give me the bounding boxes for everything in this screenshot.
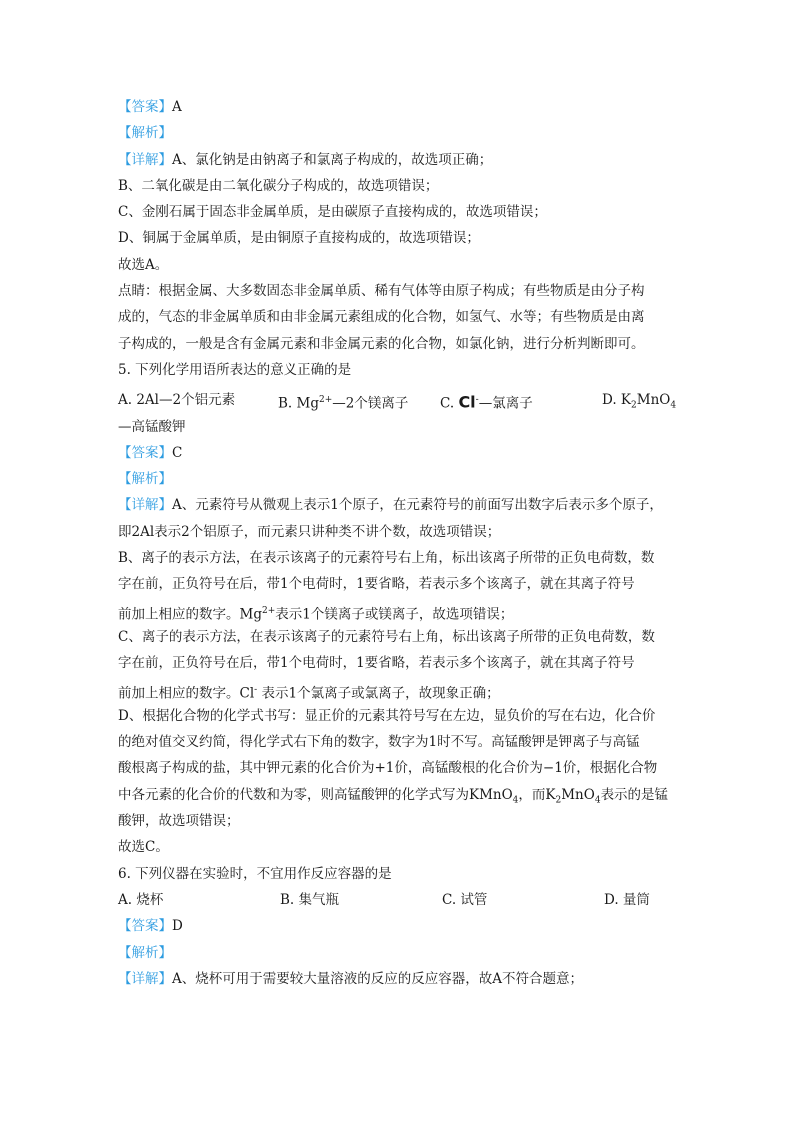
q5-line: 中各元素的化合价的代数和为零，则高锰酸钾的化学式写为KMnO$_4$，而$K_2MnO_4$表示的是锰 (118, 786, 669, 806)
q4-conclusion: 故选A。 (118, 256, 169, 273)
q5-option-d-cont: —高锰酸钾 (118, 418, 186, 435)
q4-note: 子构成的，一般是含有金属元素和非金属元素的化合物，如氯化钠，进行分析判断即可。 (118, 335, 645, 352)
q4-line: B、二氧化碳是由二氧化碳分子构成的，故选项错误； (118, 177, 439, 194)
q5-detail-line: 【详解】A、元素符号从微观上表示1个原子，在元素符号的前面写出数字后表示多个原子， (118, 497, 663, 514)
q5-option-d: D. $K_2MnO_4$ (602, 392, 677, 411)
answer-tag: 【答案】 (118, 99, 172, 115)
q5-line: 的绝对值交叉约简，得化学式右下角的数字，数字为1时不写。高锰酸钾是钾离子与高锰 (118, 734, 640, 751)
q5-analysis-tag: 【解析】 (118, 471, 172, 488)
q6-analysis-tag: 【解析】 (118, 944, 172, 961)
document-page (118, 94, 678, 992)
q5-line: 前加上相应的数字。$Mg^{2+}$表示1个镁离子或镁离子，故选项错误； (118, 605, 514, 623)
detail-tag: 【详解】 (118, 151, 172, 168)
q5-options (118, 387, 678, 413)
q5-line: B、离子的表示方法，在表示该离子的元素符号右上角，标出该离子所带的正负电荷数，数 (118, 550, 655, 567)
q4-detail-line: 【详解】A、氯化钠是由钠离子和氯离子构成的，故选项正确； (118, 151, 493, 168)
q5-option-c: C. Cl-—氯离子 (440, 392, 533, 412)
q5-line: 酸根离子构成的盐，其中钾元素的化合价为+1价，高锰酸根的化合价为−1价，根据化合物 (118, 760, 658, 777)
q5-conclusion: 故选C。 (118, 839, 169, 856)
q6-options (118, 887, 678, 913)
q4-answer: 【答案】A (118, 99, 182, 115)
q4-line: C、金刚石属于固态非金属单质，是由碳原子直接构成的，故选项错误； (118, 204, 547, 221)
q4-note: 点睛：根据金属、大多数固态非金属单质、稀有气体等由原子构成；有些物质是由分子构 (118, 283, 645, 300)
q6-answer: 【答案】D (118, 918, 183, 935)
q5-option-b: B. $Mg^{2+}—2$个镁离子 (278, 395, 409, 412)
q6-option-b: B. 集气瓶 (280, 891, 340, 908)
q5-answer: 【答案】C (118, 444, 183, 461)
q6-stem: 6. 下列仪器在实验时，不宜用作反应容器的是 (118, 865, 392, 882)
q5-option-a: A. 2Al—2个铝元素 (118, 392, 236, 409)
q4-line: D、铜属于金属单质，是由铜原子直接构成的，故选项错误； (118, 230, 480, 247)
q5-line: C、离子的表示方法，在表示该离子的元素符号右上角，标出该离子所带的正负电荷数，数 (118, 628, 655, 645)
q4-analysis-tag: 【解析】 (118, 125, 172, 142)
q5-line: 字在前，正负符号在后，带1个电荷时，1要省略，若表示多个该离子，就在其离子符号 (118, 655, 635, 672)
q5-line: 即2Al表示2个铝原子，而元素只讲种类不讲个数，故选项错误； (118, 523, 501, 540)
q5-line: D、根据化合物的化学式书写：显正价的元素其符号写在左边，显负价的写在右边，化合价 (118, 707, 656, 724)
q5-stem: 5. 下列化学用语所表达的意义正确的是 (118, 361, 352, 378)
q4-note: 成的，气态的非金属单质和由非金属元素组成的化合物，如氢气、水等；有些物质是由离 (118, 309, 645, 326)
q6-option-d: D. 量筒 (604, 891, 650, 908)
chloride-ion-symbol: Cl (458, 392, 476, 412)
q5-line: 前加上相应的数字。Cl- 表示1个氯离子或氯离子，故现象正确； (118, 684, 500, 702)
q6-option-a: A. 烧杯 (118, 891, 164, 908)
q5-line: 字在前，正负符号在后，带1个电荷时，1要省略，若表示多个该离子，就在其离子符号 (118, 576, 635, 593)
q5-line: 酸钾，故选项错误； (118, 813, 240, 830)
q6-detail-line: 【详解】A、烧杯可用于需要较大量溶液的反应的反应容器，故A不符合题意； (118, 970, 583, 987)
q6-option-c: C. 试管 (442, 891, 488, 908)
